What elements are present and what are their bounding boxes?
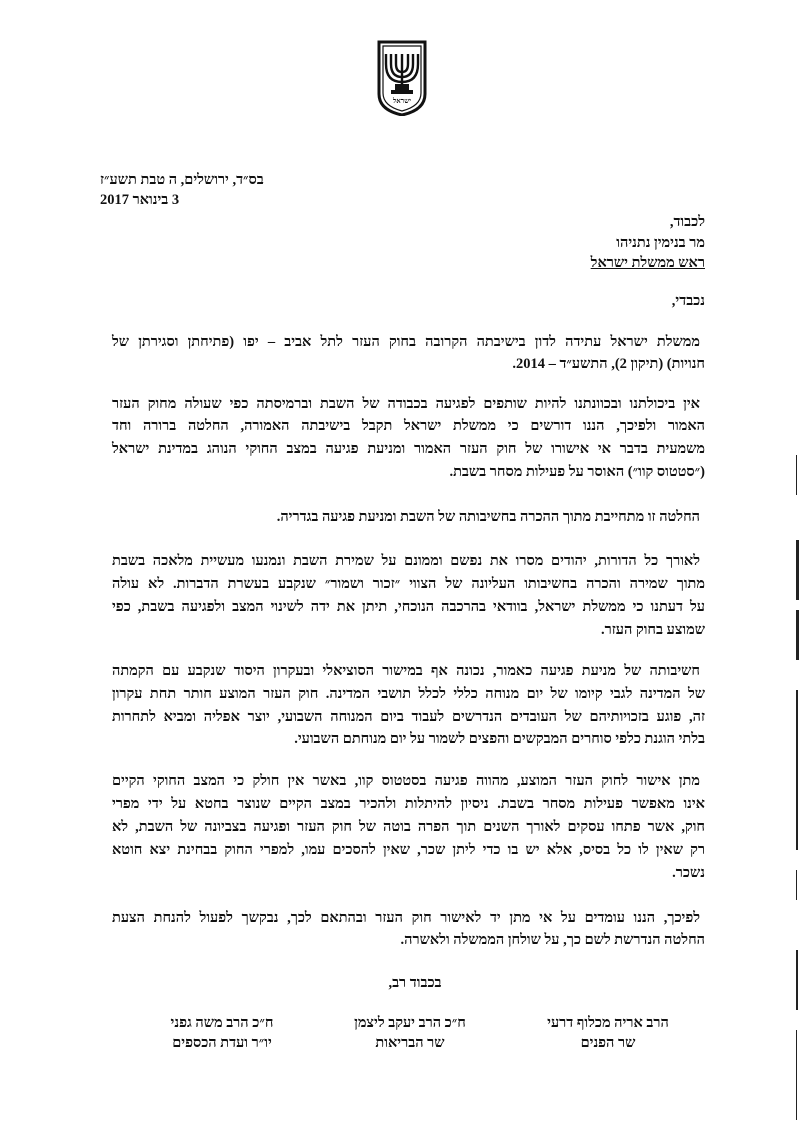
text-line: חוק, אשר פתחו עסקים לאורך השנים תוך הפרה בוטה של חוק העזר ופגיעה בצביונה של השבת, לא xyxy=(112,819,705,835)
greeting: נכבדי, xyxy=(671,293,705,309)
text-line: שמוצע בחוק העזר. xyxy=(601,622,705,638)
signer-role: יו״ר ועדת הכספים xyxy=(172,1035,272,1051)
text-line: האמור ולפיכך, הננו דורשים כי ממשלת ישראל תקבל בישיבתה האמורה, החלטה ברורה וחד xyxy=(112,418,705,434)
signature-gafni xyxy=(132,1013,312,1053)
text-line: (״סטטוס קוו״) האוסר על פעילות מסחר בשבת. xyxy=(449,464,705,480)
hebrew-date: בס״ד, ירושלים, ה טבת תשע״ז xyxy=(100,172,264,188)
text-line: נשכר. xyxy=(672,865,705,881)
text-line: מתוך שמירה והכרה בחשיבותו העליונה של הצווי ״זכור ושמור״ שנקבע בעשרת הדברות. לא עולה xyxy=(112,576,705,592)
recipient-name: מר בנימין נתניהו xyxy=(616,235,705,251)
text-line: אינו מאפשר פעילות מסחר בשבת. ניסיון להיתלות ולהכיר במצב הקיים שנוצר בחטא על ידי מפרי xyxy=(112,796,705,812)
text-line: משמעית בדבר אי אישורו של חוק העזר האמור ומניעת פגיעה במצב החוקי הנוהג במדינת ישראל xyxy=(112,441,705,457)
text-line: החלטה זו מתחייבת מתוך ההכרה בחשיבותה של השבת ומניעת פגיעה בגדריה. xyxy=(276,509,700,525)
text-line: מתן אישור לחוק העזר המוצע, מהווה פגיעה בסטטוס קוו, באשר אין חולק כי המצב החוקי הקיים xyxy=(112,773,700,789)
recipient-salutation: לכבוד, xyxy=(669,214,705,230)
signer-role: שר הבריאות xyxy=(375,1035,445,1051)
signer-role: שר הפנים xyxy=(580,1035,636,1051)
gregorian-date: 3 בינואר 2017 xyxy=(100,192,180,208)
closing: בכבוד רב, xyxy=(388,975,442,991)
text-line: של המדינה לגבי קיומו של יום מנוחה כללי לכלל תושבי המדינה. חוק העזר המוצע חותר תחת עקרון xyxy=(112,686,705,702)
signature-deri xyxy=(518,1013,698,1053)
emblem-label: ישראל xyxy=(393,97,411,105)
text-line: החלטה הנדרשת לשם כך, על שולחן הממשלה ולאשרה. xyxy=(400,932,705,948)
text-line: זה, פוגע בזכויותיהם של העובדים הנדרשים לעבוד ביום המנוחה השבועי, יוצר אפליה ומביא לתחרות xyxy=(112,709,705,725)
signer-name: ח״כ הרב משה גפני xyxy=(170,1015,274,1031)
text-line: חשיבותה של מניעת פגיעה כאמור, נכונה אף במישור הסוציאלי ובעקרון היסוד שנקבע עם הקמתה xyxy=(112,663,700,679)
text-line: על דעתנו כי ממשלת ישראל, בוודאי בהרכבה הנוכחי, תיתן את ידה לשינוי המצב ולפגיעה בשבת, כפי xyxy=(112,599,705,615)
text-line: בלתי הוגנת כלפי סוחרים המבקשים והפצים לשמור על יום מנוחתם השבועי. xyxy=(294,731,705,747)
signer-name: ח״כ הרב יעקב ליצמן xyxy=(354,1015,466,1031)
text-line: רק שאין לו כל בסיס, אלא יש בו כדי ליתן שכר, שאין להסכים עמו, למפרי החוק בבחינת יצא חוטא xyxy=(112,842,705,858)
text-line: לפיכך, הננו עומדים על אי מתן יד לאישור חוק העזר ובהתאם לכך, נבקשך לפעול להנחת הצעת xyxy=(112,910,700,926)
text-line: אין ביכולתנו ובכוונתנו להיות שותפים לפגיעה בכבודה של השבת וברמיסתה כפי שעולה מחוק העזר xyxy=(112,396,700,412)
state-emblem-menorah-icon xyxy=(376,40,428,116)
text-line: לאורך כל הדורות, יהודים מסרו את נפשם וממונם על שמירת השבת ונמנעו מעשיית מלאכה בשבת xyxy=(112,553,700,569)
text-line: ממשלת ישראל עתידה לדון בישיבתה הקרובה בחוק העזר לתל אביב – יפו (פתיחתן וסגירתן של xyxy=(112,334,700,350)
signature-litzman xyxy=(320,1013,500,1053)
text-line: חנויות) (תיקון 2), התשע״ד – 2014. xyxy=(512,356,705,372)
recipient-title: ראש ממשלת ישראל xyxy=(590,255,705,271)
signer-name: הרב אריה מכלוף דרעי xyxy=(547,1015,669,1031)
